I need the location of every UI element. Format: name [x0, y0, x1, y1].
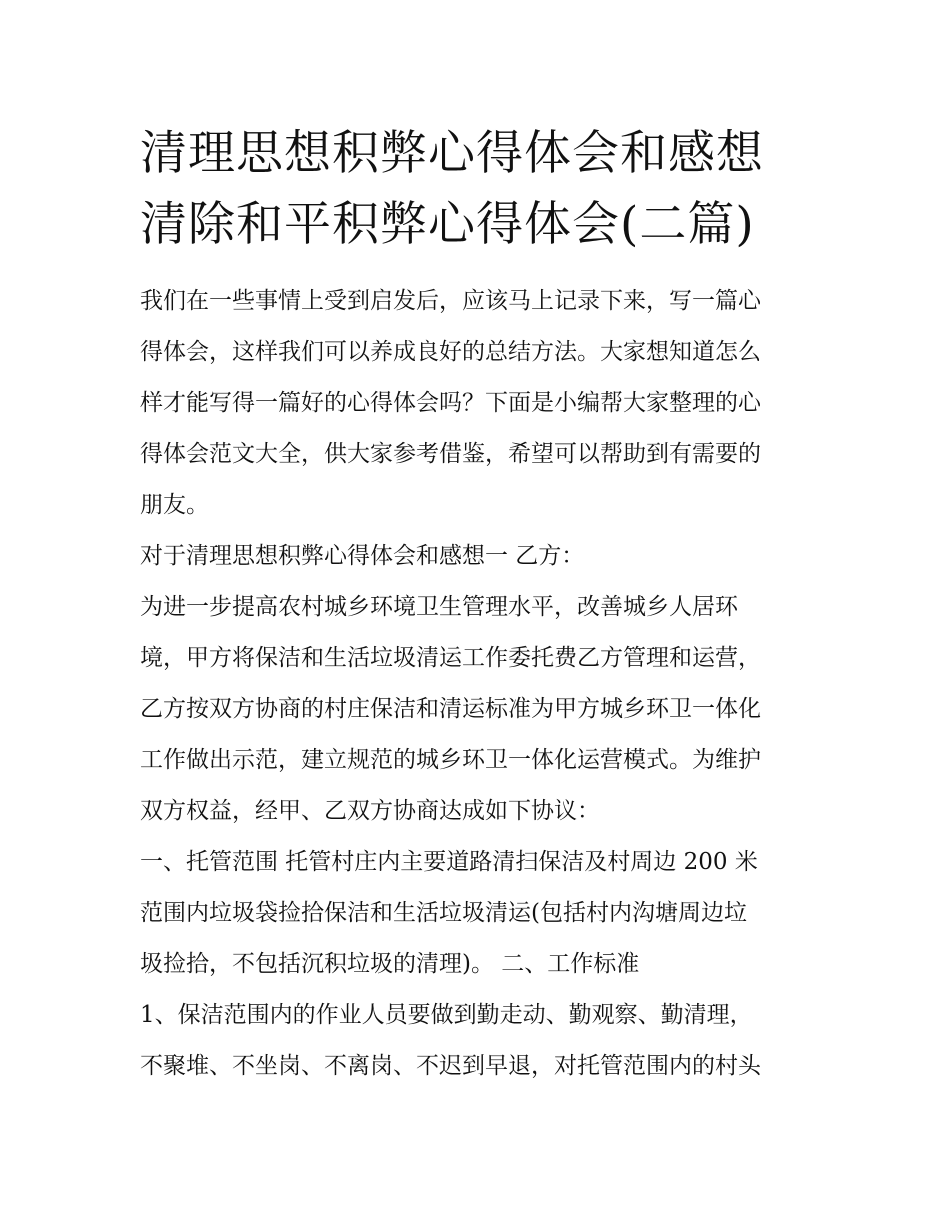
body-line: 我们在一些事情上受到启发后，应该马上记录下来，写一篇心	[140, 288, 761, 314]
body-line: 圾捡拾，不包括沉积垃圾的清理)。 二、工作标准	[140, 951, 640, 977]
body-line: 双方权益，经甲、乙双方协商达成如下协议：	[140, 798, 600, 824]
body-line: 不聚堆、不坐岗、不离岗、不迟到早退，对托管范围内的村头	[140, 1053, 761, 1079]
body-line: 样才能写得一篇好的心得体会吗？下面是小编帮大家整理的心	[140, 390, 761, 416]
body-line: 得体会，这样我们可以养成良好的总结方法。大家想知道怎么	[140, 339, 761, 365]
body-line: 朋友。	[140, 492, 209, 518]
section-heading-line: 对于清理思想积弊心得体会和感想一 乙方：	[140, 543, 585, 569]
body-line: 得体会范文大全，供大家参考借鉴，希望可以帮助到有需要的	[140, 441, 761, 467]
body-line: 1、保洁范围内的作业人员要做到勤走动、勤观察、勤清理，	[140, 1002, 753, 1028]
title-line: 清除和平积弊心得体会(二篇)	[140, 197, 755, 252]
body-line: 一、托管范围 托管村庄内主要道路清扫保洁及村周边 200 米	[140, 849, 758, 875]
document-body	[140, 276, 820, 1092]
title-line: 清理思想积弊心得体会和感想	[140, 126, 764, 181]
body-line: 乙方按双方协商的村庄保洁和清运标准为甲方城乡环卫一体化	[140, 696, 761, 722]
body-line: 工作做出示范，建立规范的城乡环卫一体化运营模式。为维护	[140, 747, 761, 773]
body-line: 为进一步提高农村城乡环境卫生管理水平，改善城乡人居环	[140, 594, 738, 620]
body-line: 境，甲方将保洁和生活垃圾清运工作委托费乙方管理和运营，	[140, 645, 761, 671]
body-line: 范围内垃圾袋捡拾保洁和生活垃圾清运(包括村内沟塘周边垃	[140, 900, 747, 926]
document-title	[140, 118, 820, 260]
